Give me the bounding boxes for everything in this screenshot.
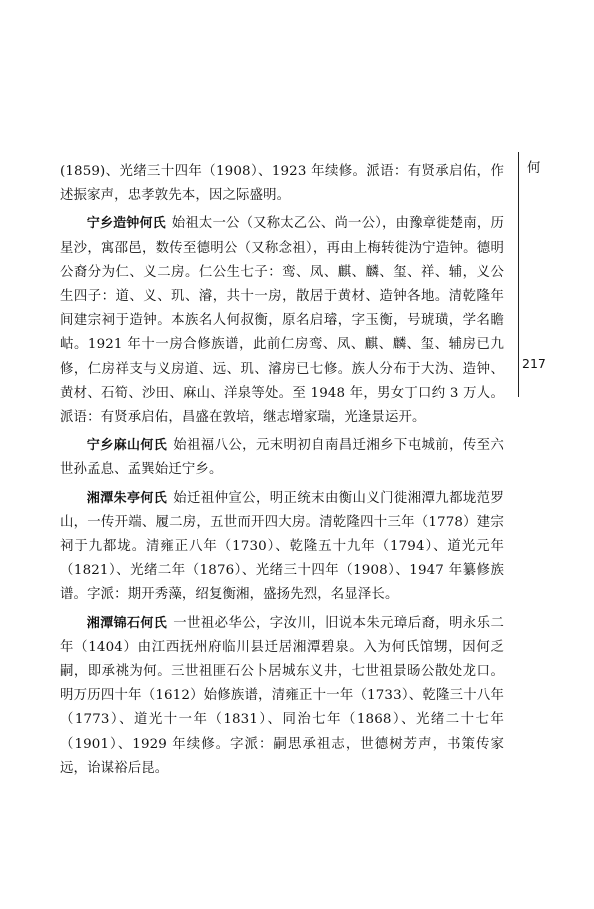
body-text	[60, 160, 504, 785]
entry-title: 宁乡麻山何氏	[86, 438, 168, 454]
entry-ningxiang-zaozhong	[60, 212, 504, 430]
margin-surname-char: 何	[527, 161, 541, 176]
paragraph-continuation	[60, 160, 504, 208]
entry-title: 湘潭锦石何氏	[86, 615, 168, 631]
entry-title: 湘潭朱亭何氏	[86, 490, 168, 506]
page-number: 217	[522, 356, 546, 371]
entry-title: 宁乡造钟何氏	[86, 216, 166, 232]
entry-text: 始祖太一公（又称太乙公、尚一公），由豫章徙楚南，历星沙，寓邵邑，数传至德明公（又称念祖），再由上梅转徙沩宁造钟。德明公裔分为仁、义二房。仁公生七子：鸾、凤、麒、麟、玺、祥、辅，义公生四子：道、义、玑、濬，共十一房，散居于黄材、造钟各地。清乾隆年间建宗祠于造钟。本族名人何叔衡，原名启璿，字玉衡，号琥璜，学名瞻岵。1921 年十一房合修族谱，此前仁房鸾、凤、麒、麟、玺、辅房已九修，仁房祥支与义房道、远、玑、濬房已七修。族人分布于大沩、造钟、黄材、石筍、沙田、麻山、洋泉等处。至 1948 年，男女丁口约 3 万人。派语：有贤承启佑，昌盛在敦培，继志增家瑞，光逢景运开。	[60, 216, 504, 426]
entry-ningxiang-mashan	[60, 434, 504, 482]
entry-xiangtan-zhuting	[60, 487, 504, 608]
entry-xiangtan-jinshi	[60, 612, 504, 781]
entry-text: 一世祖必华公，字汝川，旧说本朱元璋后裔，明永乐二年（1404）由江西抚州府临川县迁居湘潭碧泉。入为何氏馆甥，因何乏嗣，即承祧为何。三世祖匪石公卜居城东义井，七世祖景旸公散处龙口。明万历四十年（1612）始修族谱，清雍正十一年（1733）、乾隆三十八年（1773）、道光十一年（1831）、同治七年（1868）、光绪二十七年（1901）、1929 年续修。字派：嗣思承祖志，世德树芳声，书策传家远，诒谋裕后昆。	[60, 615, 504, 776]
entry-text: 始迁祖仲宣公，明正统末由衡山义门徙湘潭九都垅范罗山，一传开端、履二房，五世而开四大房。清乾隆四十三年（1778）建宗祠于九都垅。清雍正八年（1730）、乾隆五十九年（1794）、道光元年（1821）、光绪二年（1876）、光绪三十四年（1908）、1947 年纂修族谱。字派：期开秀藻，绍复衡湘，盛扬先烈，名显泽长。	[60, 490, 504, 603]
paragraph-text: (1859)、光绪三十四年（1908）、1923 年续修。派语：有贤承启佑，作述振家声，忠孝敦先本，因之际盛明。	[60, 164, 504, 204]
entry-text: 始祖福八公，元末明初自南昌迁湘乡下屯城前，传至六世孙孟息、孟巽始迁宁乡。	[60, 438, 504, 478]
margin-rule	[518, 152, 519, 397]
